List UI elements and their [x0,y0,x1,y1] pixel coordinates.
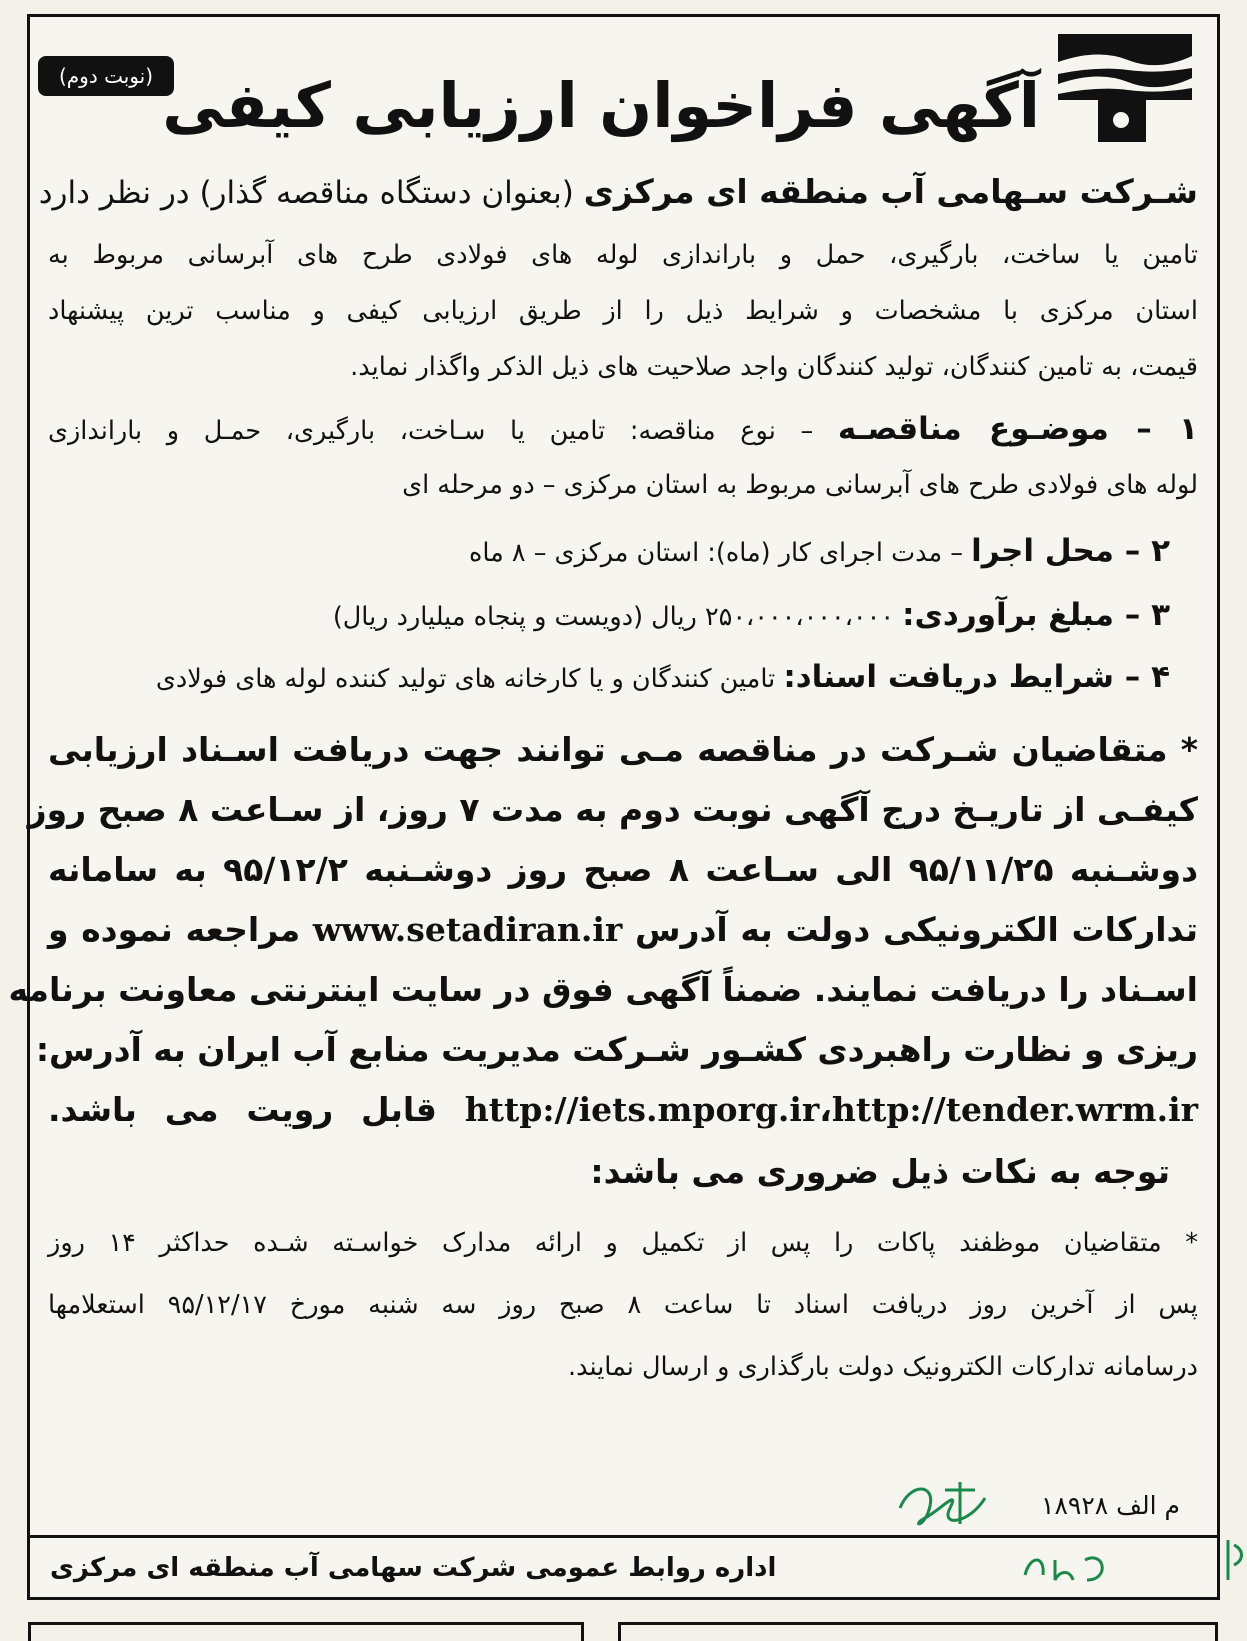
intro-line-2: تامین یا ساخت، بارگیری، حمل و باراندازی لوله های فولادی طرح های آبرسانی مربوط به [48,240,1198,270]
page-title: آگهی فراخوان ارزیابی کیفی [162,69,1040,142]
attention-line-3: درسامانه تدارکات الکترونیک دولت بارگذاری و ارسال نمایند. [568,1352,1198,1382]
signature-mark [890,1478,1000,1530]
attention-line-2: پس از آخرین روز دریافت اسناد تا ساعت ۸ صبح روز سه شنبه مورخ ۹۵/۱۲/۱۷ استعلامها [48,1290,1198,1320]
notice-line-4 [48,904,1198,956]
company-name: شـرکت سـهامی آب منطقه ای مرکزی [583,172,1198,211]
notice-line-1: * متقاضیان شـرکت در مناقصه مـی توانند جهت دریافت اسـناد ارزیابی [48,730,1198,769]
item-1-text: – نوع مناقصه: تامین یا سـاخت، بارگیری، حمـل و باراندازی [48,416,838,446]
item-4 [60,656,1170,700]
handwritten-mark [1015,1540,1115,1590]
url-separator: ، [819,1090,832,1129]
item-1-line-2: لوله های فولادی طرح های آبرسانی مربوط به استان مرکزی – دو مرحله ای [402,470,1198,500]
adjacent-ad-right [618,1622,1218,1641]
attention-heading: توجه به نکات ذیل ضروری می باشد: [590,1152,1170,1191]
margin-handwriting [1218,1530,1246,1590]
intro-line-4: قیمت، به تامین کنندگان، تولید کنندگان واجد صلاحیت های ذیل الذکر واگذار نماید. [350,352,1198,382]
notice-line-6: ریزی و نظارت راهبردی کشـور شـرکت مدیریت منابع آب ایران به آدرس: [35,1030,1198,1069]
item-2 [310,530,1170,574]
intro-line-3: استان مرکزی با مشخصات و شرایط ذیل را از طریق ارزیابی کیفی و مناسب ترین پیشنهاد [48,296,1198,326]
notice-line-4-end: مراجعه نموده و [48,910,313,949]
item-2-text: – مدت اجرای کار (ماه): استان مرکزی – ۸ ماه [468,538,972,568]
reference-number: م الف ۱۸۹۲۸ [1041,1491,1180,1520]
second-round-badge: (نوبت دوم) [38,56,174,96]
intro-line-1-rest: (بعنوان دستگاه مناقصه گذار) در نظر دارد [38,175,584,211]
notice-line-2: کیفـی از تاریـخ درج آگهی نوبت دوم به مدت ۷ روز، از سـاعت ۸ صبح روز [27,790,1198,829]
adjacent-ad-left [28,1622,584,1641]
notice-line-5: اسـناد را دریافت نمایند. ضمناً آگهی فوق در سایت اینترنتی معاونت برنامه [8,970,1198,1009]
notice-line-3: دوشـنبه ۹۵/۱۱/۲۵ الی سـاعت ۸ صبح روز دوشـنبه ۹۵/۱۲/۲ به سامانه [48,850,1199,889]
item-3-text: ۲۵۰،۰۰۰،۰۰۰،۰۰۰ ریال (دویست و پنجاه میلیارد ریال) [332,602,903,632]
item-2-label: ۲ – محل اجرا [971,533,1170,569]
item-3 [150,594,1170,638]
divider [30,1535,1217,1538]
notice-line-4-start: تدارکات الکترونیکی دولت به آدرس [622,910,1199,949]
mporg-link[interactable]: http://iets.mporg.ir [464,1090,820,1129]
notice-line-7 [48,1084,1198,1136]
setadiran-link[interactable]: www.setadiran.ir [312,910,623,949]
intro-line-1 [38,166,1198,218]
item-4-text: تامین کنندگان و یا کارخانه های تولید کننده لوله های فولادی [155,664,784,694]
wrm-tender-link[interactable]: http://tender.wrm.ir [831,1090,1198,1129]
item-1-label: ۱ – موضـوع مناقصـه [837,411,1198,447]
item-4-label: ۴ – شرایط دریافت اسناد: [783,659,1170,695]
notice-line-7-end: قابل رویت می باشد. [48,1090,465,1129]
item-3-label: ۳ – مبلغ برآوردی: [902,597,1170,633]
company-logo [1058,34,1192,142]
footer-department: اداره روابط عمومی شرکت سهامی آب منطقه ای مرکزی [50,1553,777,1583]
item-1 [48,408,1198,452]
attention-line-1: * متقاضیان موظفند پاکات را پس از تکمیل و ارائه مدارک خواسـته شـده حداکثر ۱۴ روز [48,1228,1198,1258]
